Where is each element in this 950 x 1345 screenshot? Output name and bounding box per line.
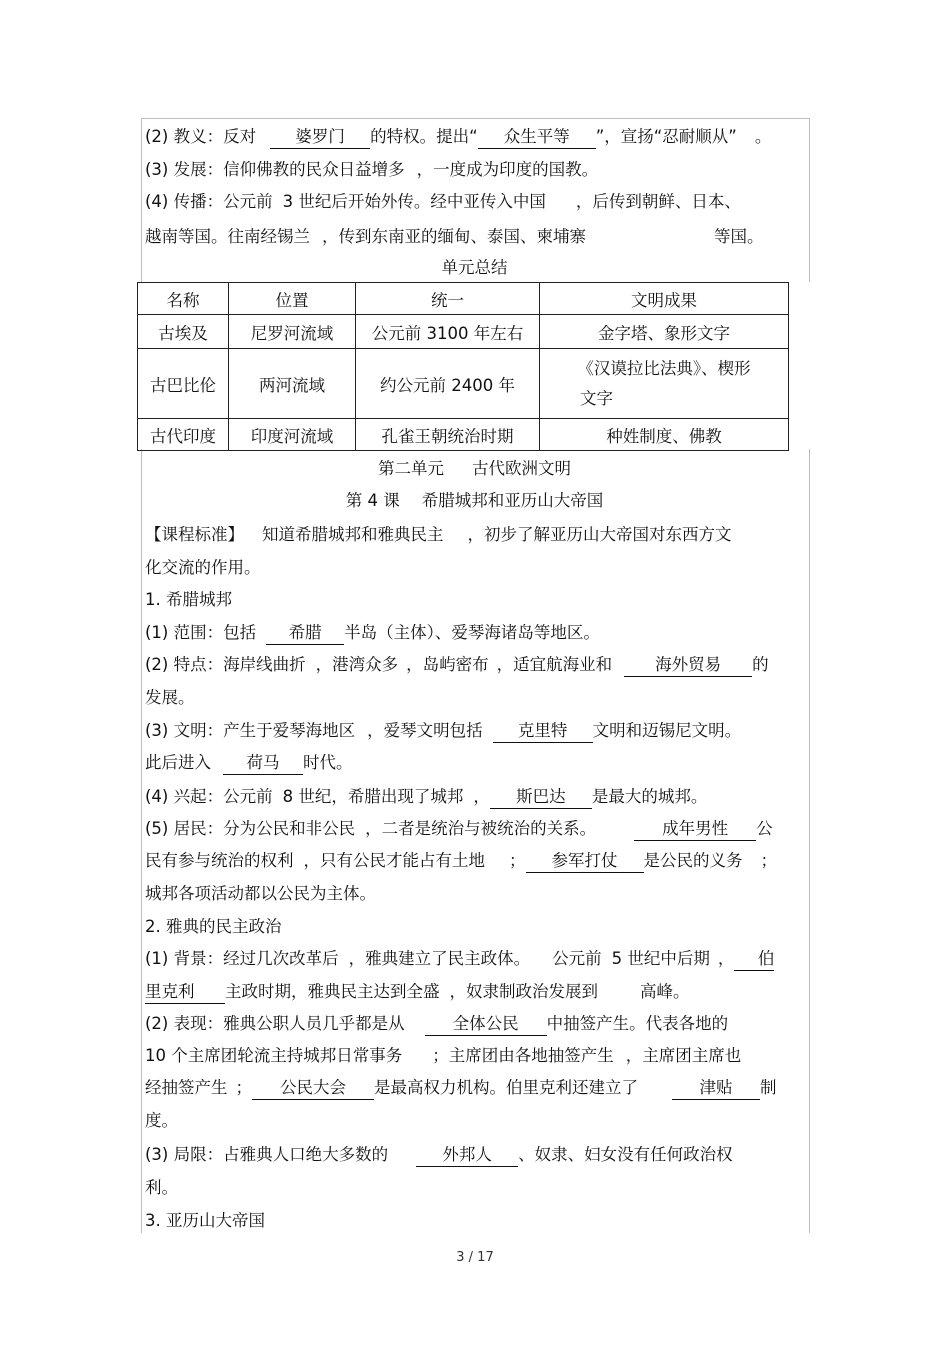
doctrine-line: (2) 教义：反对 婆罗门 的特权。提出“ 众生平等 ”，宣扬“忍耐顺从” 。 [145,126,771,149]
table-cell: 尼罗河流域 [229,315,356,349]
development-line: (3) 发展：信仰佛教的民众日益增多 ，一度成为印度的国教。 [145,160,599,179]
s2-limitation: (3) 局限：占雅典人口绝大多数的 外邦人 、奴隶、妇女没有任何政治权 [145,1144,733,1167]
blank-answer: 希腊 [266,623,344,645]
blank-answer: 全体公民 [425,1014,547,1036]
table-row [138,349,789,419]
unit-heading: 第二单元 古代欧洲文明 [378,459,571,478]
table-cell: 种姓制度、佛教 [540,419,789,451]
table-cell: 两河流域 [229,349,356,419]
s2-manifestation-cont3: 度。 [145,1111,178,1130]
s1-residents: (5) 居民：分为公民和非公民 ，二者是统治与被统治的关系。 成年男性 公 [145,818,773,841]
blank-answer: 荷马 [223,753,303,775]
table-cell: 公元前 3100 年左右 [356,315,540,349]
spread-line-2: 越南等国。往南经锡兰 ，传到东南亚的缅甸、泰国、柬埔寨 等国。 [145,227,764,246]
blank-answer: 成年男性 [634,819,756,841]
table-cell: 孔雀王朝统治时期 [356,419,540,451]
section-title: 1. 希腊城邦 [145,590,232,609]
s2-manifestation: (2) 表现：雅典公职人员几乎都是从 全体公民 中抽签产生。代表各地的 [145,1013,728,1036]
header-cell: 位置 [229,283,356,315]
blank-answer: 克里特 [493,721,593,743]
s1-rise: (4) 兴起：公元前 8 世纪，希腊出现了城邦 ， 斯巴达 是最大的城邦。 [145,786,707,809]
table-cell: 古巴比伦 [138,349,229,419]
table-header-row [138,283,789,315]
table-cell: 约公元前 2400 年 [356,349,540,419]
blank-answer: 公民大会 [252,1078,374,1100]
s2-manifestation-cont: 10 个主席团轮流主持城邦日常事务 ；主席团由各地抽签产生 ，主席团主席也 [145,1046,742,1065]
s1-civilization-cont: 此后进入 荷马 时代。 [145,752,353,775]
s1-residents-cont2: 城邦各项活动都以公民为主体。 [145,884,376,903]
header-cell: 名称 [138,283,229,315]
s2-background-cont: 里克利 主政时期，雅典民主达到全盛 ，奴隶制政治发展到 高峰。 [145,981,690,1004]
table-row [138,315,789,349]
table-cell: 印度河流域 [229,419,356,451]
blank-answer: 里克利 [145,982,225,1004]
blank-answer: 海外贸易 [624,655,752,677]
s1-residents-cont: 民有参与统治的权利 ，只有公民才能占有土地 ； 参军打仗 是公民的义务 ； [145,850,777,873]
s2-manifestation-cont2: 经抽签产生 ； 公民大会 是最高权力机构。伯里克利还建立了 津贴 制 [145,1077,777,1100]
table-cell [540,349,789,419]
s1-features: (2) 特点：海岸线曲折 ，港湾众多 ，岛屿密布 ，适宜航海业和 海外贸易 的 [145,654,769,677]
table-cell: 古埃及 [138,315,229,349]
blank-answer: 参军打仗 [526,851,644,873]
blank-answer: 众生平等 [478,127,596,149]
cell-line: 文字 [580,388,613,408]
curriculum-standard: 【课程标准】 知道希腊城邦和雅典民主 ，初步了解亚历山大帝国对东西方文 [145,525,732,544]
curriculum-standard-cont: 化交流的作用。 [145,558,261,577]
section-title: 2. 雅典的民主政治 [145,917,282,936]
s1-range: (1) 范围：包括 希腊 半岛（主体）、爱琴海诸岛等地区。 [145,622,600,645]
summary-title: 单元总结 [441,258,508,277]
cell-line: 《汉谟拉比法典》、楔形 [577,358,751,378]
blank-answer: 伯 [734,949,774,971]
table-cell: 古代印度 [138,419,229,451]
table-row [138,419,789,451]
header-cell: 文明成果 [540,283,789,315]
s1-civilization: (3) 文明：产生于爱琴海地区 ，爱琴文明包括 克里特 文明和迈锡尼文明。 [145,720,741,743]
section-title: 3. 亚历山大帝国 [145,1211,265,1230]
header-cell: 统一 [356,283,540,315]
s2-background: (1) 背景：经过几次改革后 ，雅典建立了民主政体。 公元前 5 世纪中后期 ， 伯 [145,948,774,971]
table-cell: 金字塔、象形文字 [540,315,789,349]
summary-table [137,282,789,451]
s2-limitation-cont: 利。 [145,1178,178,1197]
blank-answer: 斯巴达 [490,787,592,809]
blank-answer: 津贴 [672,1078,760,1100]
blank-answer: 婆罗门 [270,127,370,149]
lesson-heading: 第 4 课 希腊城邦和亚历山大帝国 [345,491,604,510]
page-number: 3 / 17 [456,1250,494,1265]
spread-line-1: (4) 传播：公元前 3 世纪后开始外传。经中亚传入中国 ，后传到朝鲜、日本、 [145,192,741,211]
s1-features-cont: 发展。 [145,688,195,707]
blank-answer: 外邦人 [416,1145,518,1167]
